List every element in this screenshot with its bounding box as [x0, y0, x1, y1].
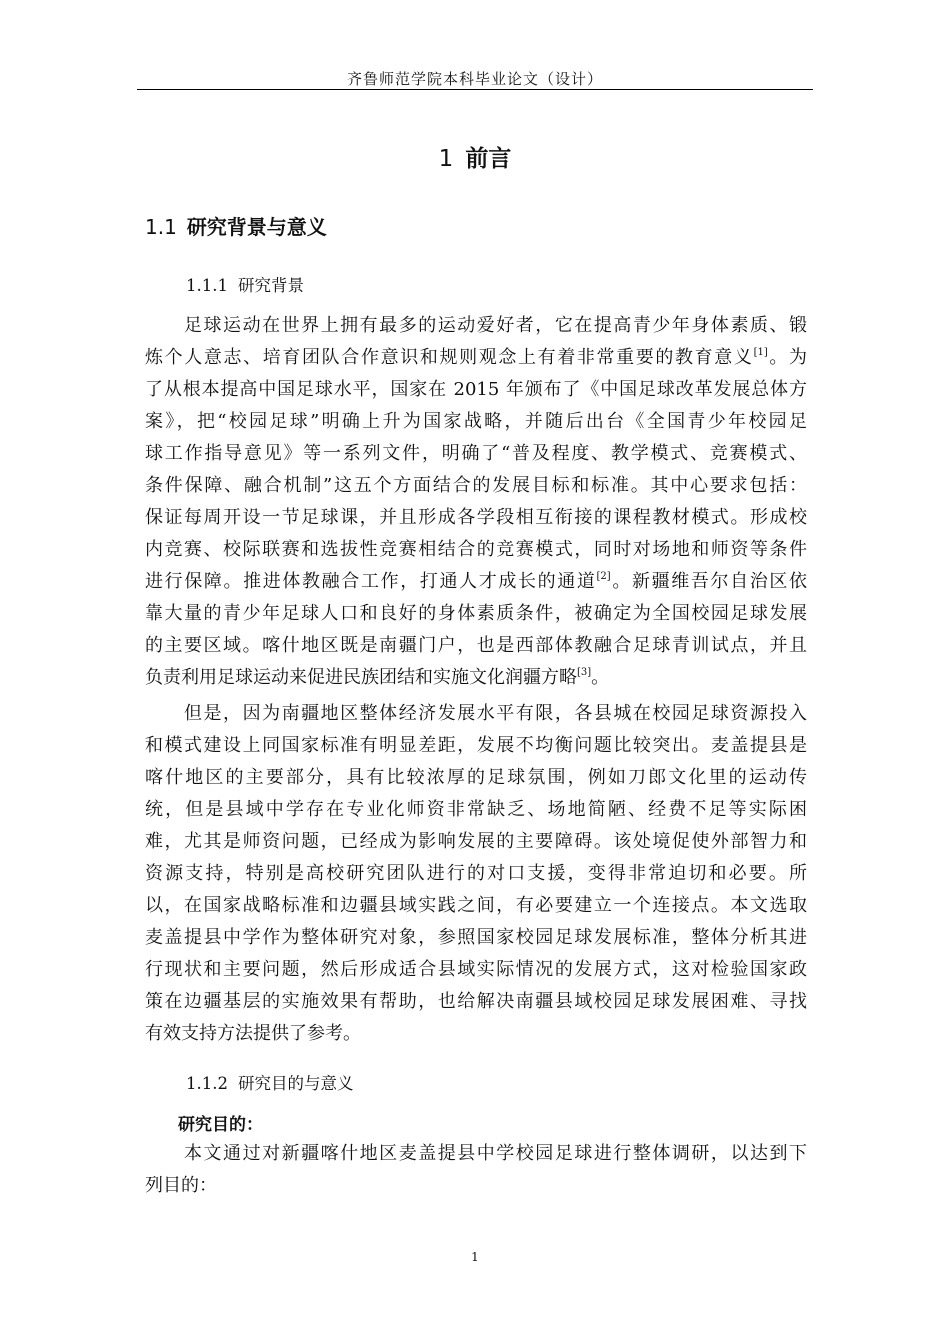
- paragraph-line: 列目的：: [145, 1175, 217, 1196]
- subsection-title: 研究背景: [237, 276, 304, 295]
- chapter-title: 前言: [465, 146, 512, 172]
- research-purpose-label: 研究目的：: [178, 1115, 263, 1135]
- paragraph-line: 进行保障。推进体教融合工作，打通人才成长的通道[2]。新疆维吾尔自治区依: [145, 571, 807, 592]
- paragraph-background: [145, 310, 807, 694]
- chapter-number: 1: [438, 146, 454, 172]
- subsection-heading: [186, 272, 304, 296]
- subsection-number: 1.1.1: [186, 276, 228, 295]
- chapter-heading: [0, 140, 950, 173]
- header-rule: [137, 89, 813, 90]
- paragraph-line: 靠大量的青少年足球人口和良好的身体素质条件，被确定为全国校园足球发展: [145, 603, 807, 624]
- header-title: 齐鲁师范学院本科毕业论文（设计）: [346, 70, 603, 88]
- paragraph-line: 和模式建设上同国家标准有明显差距，发展不均衡问题比较突出。麦盖提县是: [145, 735, 807, 756]
- paragraph-line: 球工作指导意见》等一系列文件，明确了“普及程度、教学模式、竞赛模式、: [145, 443, 807, 464]
- paragraph-line: 有效支持方法提供了参考。: [145, 1023, 361, 1044]
- paragraph-line: 策在边疆基层的实施效果有帮助，也给解决南疆县域校园足球发展困难、寻找: [145, 991, 807, 1012]
- section-number: 1.1: [145, 215, 177, 239]
- paragraph-line: 但是，因为南疆地区整体经济发展水平有限，各县城在校园足球资源投入: [145, 703, 807, 724]
- page-number: 1: [471, 1250, 479, 1264]
- paragraph-line: 以，在国家战略标准和边疆县域实践之间，有必要建立一个连接点。本文选取: [145, 895, 807, 916]
- paragraph-line: 保证每周开设一节足球课，并且形成各学段相互衔接的课程教材模式。形成校: [145, 507, 807, 528]
- section-heading: [145, 211, 327, 240]
- paragraph-line: 行现状和主要问题，然后形成适合县域实际情况的发展方式，这对检验国家政: [145, 959, 807, 980]
- paragraph-line: 本文通过对新疆喀什地区麦盖提县中学校园足球进行整体调研，以达到下: [145, 1143, 807, 1164]
- paragraph-line: 负责利用足球运动来促进民族团结和实施文化润疆方略[3]。: [145, 667, 610, 688]
- section-title: 研究背景与意义: [186, 215, 327, 239]
- citation-ref: [3]: [577, 667, 592, 678]
- paragraph-line: 难，尤其是师资问题，已经成为影响发展的主要障碍。该处境促使外部智力和: [145, 831, 807, 852]
- paragraph-challenges: [145, 698, 807, 1050]
- paragraph-line: 的主要区域。喀什地区既是南疆门户，也是西部体教融合足球青训试点，并且: [145, 635, 807, 656]
- paragraph-line: 足球运动在世界上拥有最多的运动爱好者，它在提高青少年身体素质、锻: [145, 315, 807, 336]
- paragraph-line: 统，但是县域中学存在专业化师资非常缺乏、场地简陋、经费不足等实际困: [145, 799, 807, 820]
- subsection-number: 1.1.2: [186, 1074, 228, 1093]
- citation-ref: [1]: [753, 347, 768, 358]
- paragraph-line: 炼个人意志、培育团队合作意识和规则观念上有着非常重要的教育意义[1]。为: [145, 347, 807, 368]
- paragraph-line: 麦盖提县中学作为整体研究对象，参照国家校园足球发展标准，整体分析其进: [145, 927, 807, 948]
- paragraph-line: 案》，把“校园足球”明确上升为国家战略，并随后出台《全国青少年校园足: [145, 411, 807, 432]
- paragraph-purpose: [145, 1138, 807, 1202]
- paragraph-line: 内竞赛、校际联赛和选拔性竞赛相结合的竞赛模式，同时对场地和师资等条件: [145, 539, 807, 560]
- paragraph-line: 喀什地区的主要部分，具有比较浓厚的足球氛围，例如刀郎文化里的运动传: [145, 767, 807, 788]
- subsection-title: 研究目的与意义: [237, 1074, 354, 1093]
- citation-ref: [2]: [596, 571, 611, 582]
- subsection-heading: [186, 1070, 353, 1094]
- paragraph-line: 条件保障、融合机制”这五个方面结合的发展目标和标准。其中心要求包括：: [145, 475, 807, 496]
- paragraph-line: 了从根本提高中国足球水平，国家在 2015 年颁布了《中国足球改革发展总体方: [145, 379, 807, 400]
- paragraph-line: 资源支持，特别是高校研究团队进行的对口支援，变得非常迫切和必要。所: [145, 863, 807, 884]
